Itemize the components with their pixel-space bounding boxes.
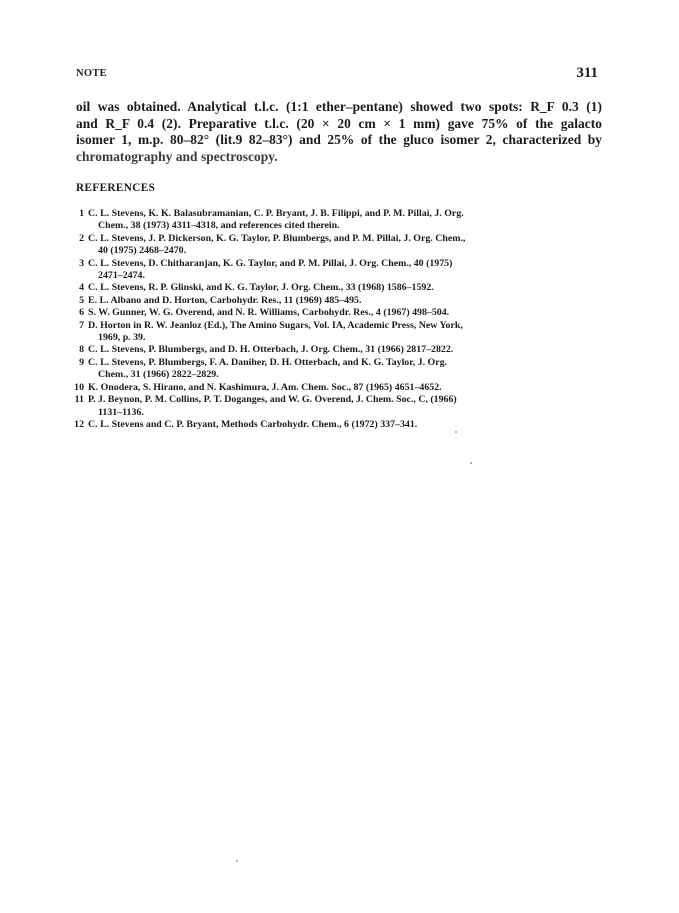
reference-text: K. Onodera, S. Hirano, and N. Kashimura, J. Am. Chem. Soc., 87 (1965) 4651–4652.: [88, 381, 442, 393]
reference-text: C. L. Stevens, P. Blumbergs, F. A. Daniher, D. H. Otterbach, and K. G. Taylor, J. Org.: [88, 356, 448, 368]
reference-item: [70, 295, 610, 307]
reference-text: 40 (1975) 2468–2470.: [98, 245, 187, 257]
references-heading: REFERENCES: [76, 182, 156, 194]
reference-item: [70, 282, 610, 294]
scan-speck: [470, 462, 472, 464]
page-number: 311: [576, 65, 598, 81]
reference-number: 6: [79, 307, 84, 319]
reference-text: 2471–2474.: [98, 270, 145, 282]
reference-text: C. L. Stevens, P. Blumbergs, and D. H. Otterbach, J. Org. Chem., 31 (1966) 2817–2822.: [88, 344, 454, 356]
reference-item: [70, 344, 610, 356]
running-head: [76, 66, 598, 82]
reference-item: [70, 419, 610, 431]
reference-text: D. Horton in R. W. Jeanloz (Ed.), The Amino Sugars, Vol. IA, Academic Press, New York,: [88, 319, 463, 331]
reference-number: 4: [79, 282, 84, 294]
reference-number: 9: [79, 356, 84, 368]
reference-text: 1131–1136.: [98, 406, 144, 418]
reference-number: 12: [74, 418, 84, 430]
reference-number: 11: [74, 394, 84, 406]
reference-text: C. L. Stevens, K. K. Balasubramanian, C. P. Bryant, J. B. Filippi, and P. M. Pillai, J. Org.: [88, 208, 464, 219]
reference-number: 10: [74, 381, 84, 393]
scan-speck: [236, 860, 238, 862]
reference-number: 8: [79, 344, 84, 356]
reference-item: [70, 357, 610, 382]
reference-text: P. J. Beynon, P. M. Collins, P. T. Doganges, and W. G. Overend, J. Chem. Soc., C, (1966): [88, 394, 457, 406]
reference-text: Chem., 38 (1973) 4311–4318, and references cited therein.: [98, 220, 340, 232]
reference-number: 1: [79, 208, 84, 219]
body-line: chromatography and spectroscopy.: [76, 148, 278, 164]
reference-text: 1969, p. 39.: [98, 332, 146, 344]
reference-number: 2: [79, 232, 84, 244]
reference-text: Chem., 31 (1966) 2822–2829.: [98, 369, 219, 381]
reference-number: 5: [79, 294, 84, 306]
reference-text: C. L. Stevens, J. P. Dickerson, K. G. Taylor, P. Blumbergs, and P. M. Pillai, J. Org. Chem.,: [88, 232, 466, 244]
reference-text: C. L. Stevens, D. Chitharanjan, K. G. Taylor, and P. M. Pillai, J. Org. Chem., 40 (1975): [88, 257, 453, 269]
body-paragraph: [76, 99, 602, 165]
reference-text: E. L. Albano and D. Horton, Carbohydr. Res., 11 (1969) 485–495.: [88, 294, 362, 306]
reference-text: C. L. Stevens, R. P. Glinski, and K. G. Taylor, J. Org. Chem., 33 (1968) 1586–1592.: [88, 282, 434, 294]
reference-item: [70, 382, 610, 394]
reference-item: [70, 258, 610, 283]
reference-item: [70, 394, 610, 419]
reference-item: [70, 307, 610, 319]
reference-text: S. W. Gunner, W. G. Overend, and N. R. Williams, Carbohydr. Res., 4 (1967) 498–504.: [88, 307, 450, 319]
body-line: isomer 1, m.p. 80–82° (lit.9 82–83°) and 25% of the gluco isomer 2, characterized by: [76, 132, 602, 147]
reference-number: 3: [79, 257, 84, 269]
body-line: oil was obtained. Analytical t.l.c. (1:1 ether–pentane) showed two spots: R_F 0.3 (1): [76, 99, 602, 114]
reference-number: 7: [79, 319, 84, 331]
section-label: NOTE: [76, 68, 107, 79]
reference-item: [70, 233, 610, 258]
references-list: [70, 208, 610, 431]
body-line: and R_F 0.4 (2). Preparative t.l.c. (20 × 20 cm × 1 mm) gave 75% of the galacto: [76, 115, 602, 131]
reference-item: [70, 320, 610, 345]
scan-speck: [455, 431, 457, 433]
reference-item: [70, 208, 610, 233]
reference-text: C. L. Stevens and C. P. Bryant, Methods Carbohydr. Chem., 6 (1972) 337–341.: [88, 418, 418, 430]
